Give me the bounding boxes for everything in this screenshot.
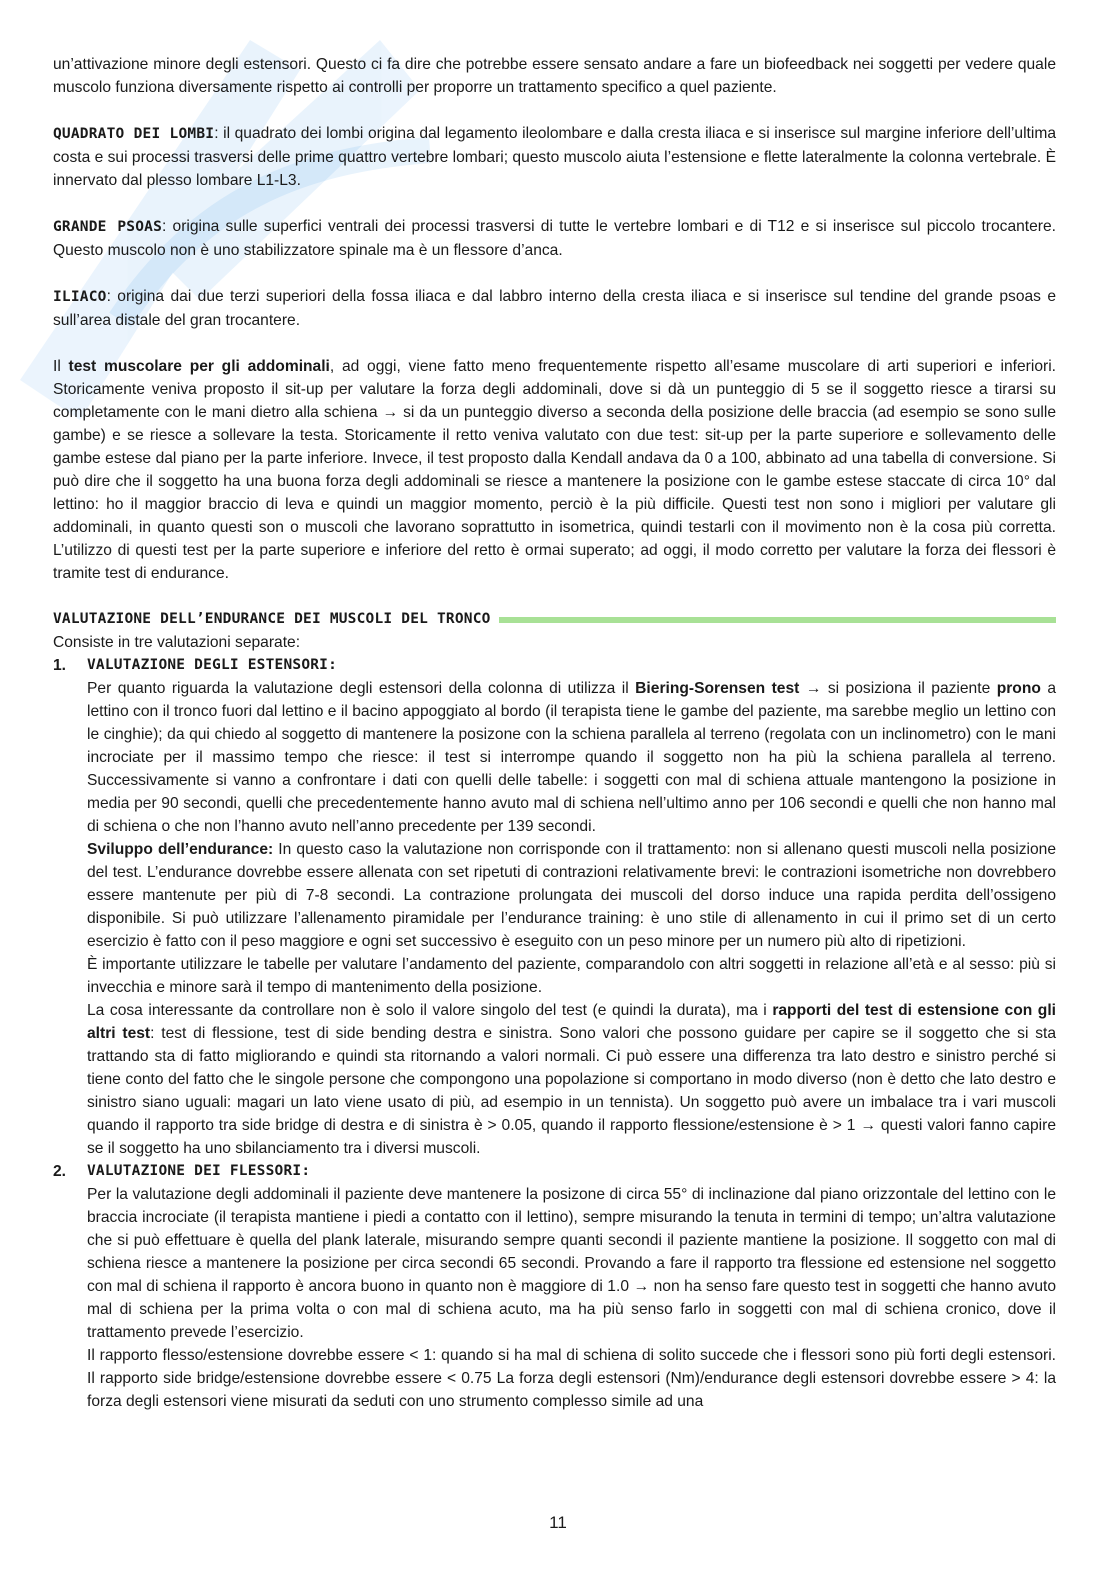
psoas-heading: GRANDE PSOAS	[53, 219, 163, 235]
estensori-paragraph-4	[87, 999, 1056, 1160]
list-item-title: VALUTAZIONE DEI FLESSORI:	[87, 1163, 311, 1179]
estensori-body	[53, 677, 1056, 1160]
endurance-intro: Consiste in tre valutazioni separate:	[53, 634, 301, 651]
intro-paragraph: un’attivazione minore degli estensori. Questo ci fa dire che potrebbe essere sensato andare a fare un biofeedback nei soggetti per vedere quale muscolo funziona diversamente rispetto ai controlli per proporre un trattamento specifico a quel paziente.	[53, 56, 1056, 96]
bold-span: Biering-Sorensen test	[635, 680, 800, 697]
flessori-paragraph-1: Per la valutazione degli addominali il paziente deve mantenere la posizone di circa 55° di inclinazione dal piano orizzontale del lettino con le braccia incrociate (il terapista mantiene i piedi a contatto con il lettino), sempre misurando la tenuta in termini di tempo; un’altra valutazione che si può effettuare è quella del plank laterale, misurando sempre quanti secondi il paziente mantiene la posizione. Il soggetto con mal di schiena riesce a mantenere la posizione per circa secondi 65 secondi. Provando a fare il rapporto tra flessione ed estensione nel soggetto con mal di schiena il rapporto è ancora buono in quanto non è maggiore di 1.0 → non ha senso fare questo test in soggetti che hanno avuto mal di schiena per la prima volta o con mal di schiena acuto, ma ha più senso farlo in soggetti con mal di schiena cronico, dove il trattamento prevede l’esercizio.	[87, 1186, 1056, 1341]
estensori-paragraph-1	[87, 677, 1056, 838]
bold-span: Sviluppo dell’endurance:	[87, 841, 274, 858]
estensori-paragraph-3: È importante utilizzare le tabelle per valutare l’andamento del paziente, comparandolo con altri soggetti in relazione all’età e al sesso: più si invecchia e minore sarà il tempo di mantenimento della posizione.	[87, 956, 1056, 996]
text-span: → si posiziona il paziente	[799, 680, 997, 697]
psoas-text: : origina sulle superfici ventrali dei processi trasversi di tutte le vertebre lombari e di T12 e si inserisce sul piccolo trocantere. Questo muscolo non è uno stabilizzatore spinale ma è un flessore d’anca.	[53, 218, 1056, 259]
page-number: 11	[549, 1513, 567, 1532]
test-addominali-text: , ad oggi, viene fatto meno frequentemente rispetto all’esame muscolare di arti superiori e inferiori. Storicamente veniva proposto il sit-up per valutare la forza degli addominali, dove si dà un punteggio di 5 se il soggetto riesce a tirarsi su completamente con le mani dietro alla schiena → si da un punteggio diverso a seconda della posizione delle braccia (ad esempio se sono sulle gambe) e se riesce a sollevare la testa. Storicamente il retto veniva valutato con due test: sit-up per la parte superiore e sollevamento delle gambe estese dal piano per la parte inferiore. Invece, il test proposto dalla Kendall andava da 0 a 100, abbinato ad una tabella di conversione. Si può dire che il soggetto ha una buona forza degli addominali se riesce a mantenere la posizione con le gambe estese staccate di circa 10° dal lettino: ho il maggior braccio di leva e quindi un maggior momento, perciò è la più difficile. Questi test non sono i migliori per valutare gli addominali, in quanto questi son o muscoli che lavorano soprattutto in isometrica, quindi testarli con il movimento non è la cosa più corretta. L’utilizzo di questi test per la parte superiore e inferiore del retto è ormai superato; ad oggi, il modo corretto per valutare la forza dei flessori è tramite test di endurance.	[53, 358, 1056, 582]
text-span: : test di flessione, test di side bending destra e sinistra. Sono valori che possono guidare per capire se il soggetto che si sta trattando sta di fatto migliorando e quindi sta ritornando a valori normali. Ci può essere una differenza tra lato destro e sinistro perché si tiene conto del fatto che le singole persone che compongono una popolazione si comportano in modo diverso (non è detto che lato destro e sinistro siano uguali: magari un lato viene usato di più, ad esempio in un tennista). Un soggetto può avere un imbalace tra i vari muscoli quando il rapporto tra side bridge di destra e di sinistra è > 0.05, quando il rapporto flessione/estensione è > 1 → questi valori fanno capire se il soggetto ha uno sbilanciamento tra i diversi muscoli.	[87, 1025, 1056, 1157]
iliaco-text: : origina dai due terzi superiori della fossa iliaca e dal labbro interno della cresta iliaca e si inserisce sul tendine del grande psoas e sull’area distale del gran trocantere.	[53, 288, 1056, 329]
test-addominali-pre: Il	[53, 358, 69, 375]
page-content	[53, 53, 1056, 1413]
list-item-estensori	[53, 654, 1056, 677]
list-number: 1.	[53, 657, 67, 674]
iliaco-paragraph	[53, 285, 1056, 332]
text-span: In questo caso la valutazione non corrisponde con il trattamento: non si allenano questi muscoli nella posizione del test. L’endurance dovrebbe essere allenata con set ripetuti di contrazioni relativamente brevi: le contrazioni isometriche non dovrebbero essere mantenute per più di 7-8 secondi. La contrazione prolungata dei muscoli del dorso induce una rapida perdita dell’ossigeno disponibile. Si può utilizzare l’allenamento piramidale per l’endurance training: è uno stile di allenamento in cui il primo set di un certo esercizio è fatto con il peso maggiore e ogni set successivo è eseguito con un peso minore per un numero più alto di ripetizioni.	[87, 841, 1056, 950]
list-number: 2.	[53, 1163, 67, 1180]
text-span: La cosa interessante da controllare non è solo il valore singolo del test (e quindi la durata), ma i	[87, 1002, 773, 1019]
test-addominali-paragraph	[53, 355, 1056, 585]
test-addominali-bold: test muscolare per gli addominali	[68, 358, 330, 375]
flessori-paragraph-2: Il rapporto flesso/estensione dovrebbe essere < 1: quando si ha mal di schiena di solito succede che i flessori sono più forti degli estensori. Il rapporto side bridge/estensione dovrebbe essere < 0.75 La forza degli estensori (Nm)/endurance degli estensori dovrebbe essere > 4: la forza degli estensori viene misurati da seduti con uno strumento complesso simile ad una	[87, 1347, 1056, 1410]
psoas-paragraph	[53, 215, 1056, 262]
quadrato-paragraph	[53, 122, 1056, 192]
estensori-paragraph-2	[87, 838, 1056, 953]
endurance-section-heading	[53, 608, 1056, 631]
heading-rule	[499, 617, 1056, 623]
quadrato-text: : il quadrato dei lombi origina dal legamento ileolombare e dalla cresta iliaca e si inserisce sul margine inferiore dell’ultima costa e sui processi trasversi delle prime quattro vertebre lombari; questo muscolo aiuta l’estensione e flette lateralmente la colonna vertebrale. È innervato dal plesso lombare L1-L3.	[53, 125, 1056, 189]
list-item-title: VALUTAZIONE DEGLI ESTENSORI:	[87, 657, 338, 673]
flessori-body	[53, 1183, 1056, 1344]
bold-span: rapporti del test di estensione con gli altri test	[87, 1002, 1056, 1042]
iliaco-heading: ILIACO	[53, 289, 107, 305]
text-span: a lettino con il tronco fuori dal lettino e il bacino appoggiato al bordo (il terapista tiene le gambe del paziente, ma sarebbe meglio un lettino con le cinghie); da qui chiedo al soggetto di mantenere la posizone con la schiena parallela al terreno (regolata con un inclinometro) con le mani incrociate per il massimo tempo che riesce: il test si interrompe quando il soggetto non ha più la schiena parallela al terreno. Successivamente si vanno a confrontare i dati con quelli delle tabelle: i soggetti con mal di schiena attuale mantengono la posizione in media per 90 secondi, quelli che precedentemente hanno avuto mal di schiena nell’ultimo anno per 106 secondi e quelli che non hanno mal di schiena o che non l’hanno avuto nell’anno precedente per 139 secondi.	[87, 680, 1057, 835]
list-item-flessori	[53, 1160, 1056, 1183]
text-span: Per quanto riguarda la valutazione degli estensori della colonna di utilizza il	[87, 680, 636, 697]
endurance-section-title: VALUTAZIONE DELL’ENDURANCE DEI MUSCOLI DEL TRONCO	[53, 611, 491, 627]
quadrato-heading: QUADRATO DEI LOMBI	[53, 126, 215, 142]
bold-span: prono	[996, 680, 1041, 697]
